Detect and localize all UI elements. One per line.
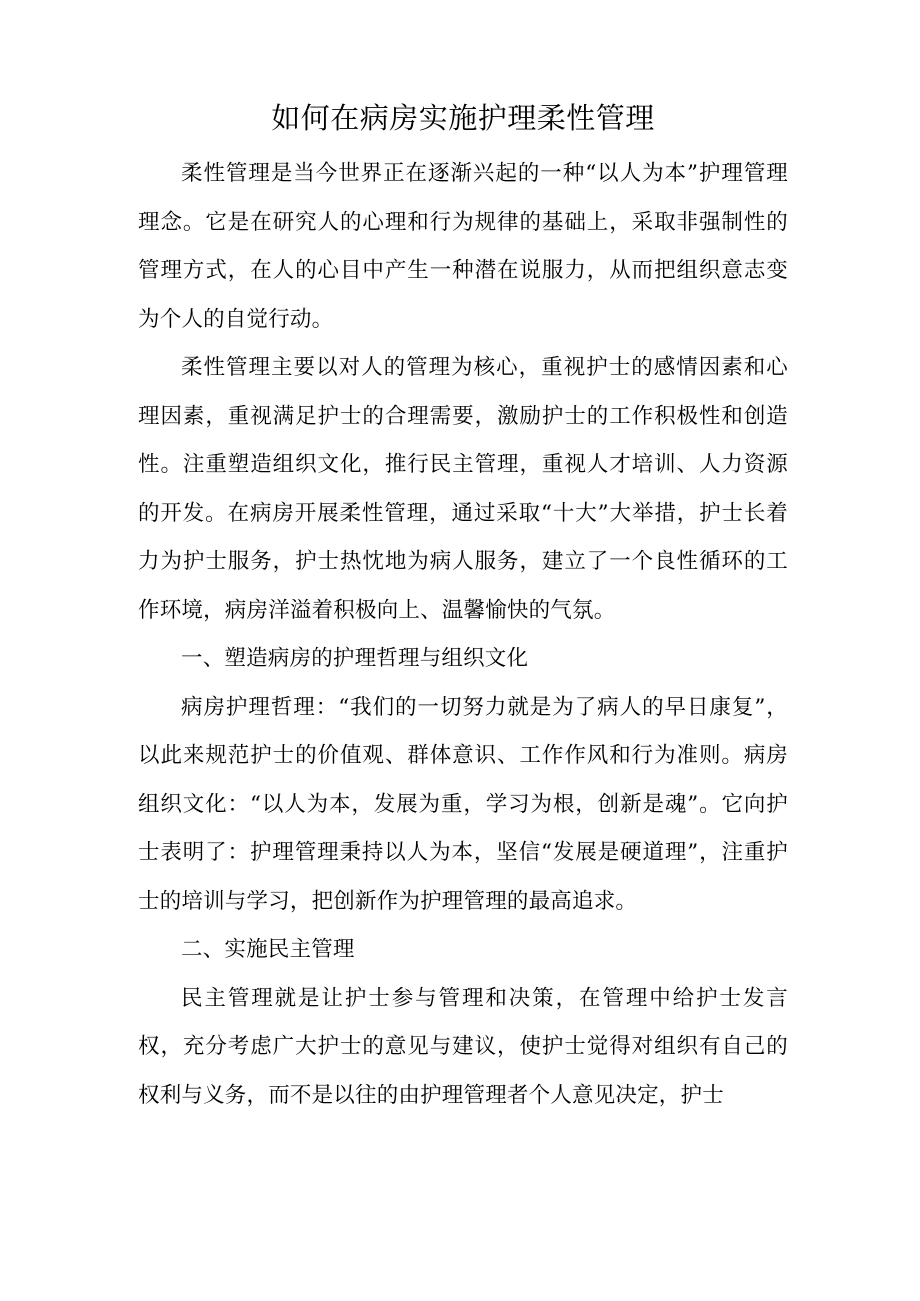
paragraph-democratic: 民主管理就是让护士参与管理和决策，在管理中给护士发言权，充分考虑广大护士的意见与建议，使护士觉得对组织有自己的权利与义务，而不是以往的由护理管理者个人意见决定，护士 — [138, 985, 788, 1108]
document-title: 如何在病房实施护理柔性管理 — [271, 101, 655, 135]
paragraph-core: 柔性管理主要以对人的管理为核心，重视护士的感情因素和心理因素，重视满足护士的合理需要，激励护士的工作积极性和创造性。注重塑造组织文化，推行民主管理，重视人才培训、人力资源的开发。在病房开展柔性管理，通过采取“十大”大举措，护士长着力为护士服务，护士热忱地为病人服务，建立了一个良性循环的工作环境，病房洋溢着积极向上、温馨愉快的气氛。 — [138, 355, 788, 623]
section-heading-2: 二、实施民主管理 — [181, 937, 355, 962]
document-page — [138, 96, 788, 1120]
paragraph-intro: 柔性管理是当今世界正在逐渐兴起的一种“以人为本”护理管理理念。它是在研究人的心理和行为规律的基础上，采取非强制性的管理方式，在人的心目中产生一种潜在说服力，从而把组织意志变为个人的自觉行动。 — [138, 161, 788, 332]
section-heading-1: 一、塑造病房的护理哲理与组织文化 — [181, 646, 529, 671]
paragraph-philosophy: 病房护理哲理：“我们的一切努力就是为了病人的早日康复”，以此来规范护士的价值观、群体意识、工作作风和行为准则。病房组织文化：“以人为本，发展为重，学习为根，创新是魂”。它向护士表明了：护理管理秉持以人为本，坚信“发展是硬道理”，注重护士的培训与学习，把创新作为护理管理的最高追求。 — [138, 694, 788, 914]
